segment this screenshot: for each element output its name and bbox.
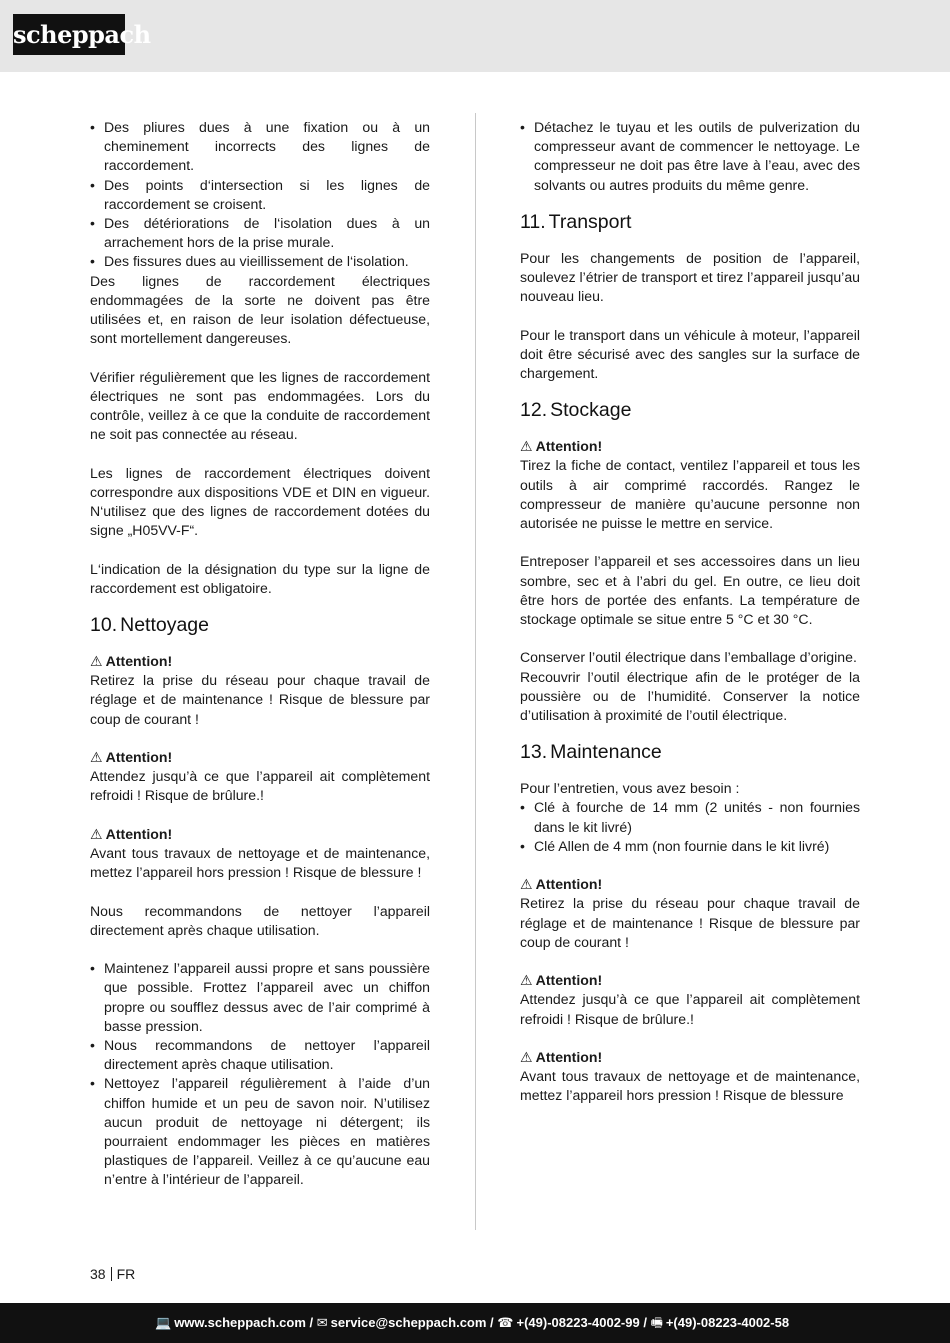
footer-contacts: 💻 www.scheppach.com / ✉ service@scheppach.com / ☎ +(49)-08223-4002-99 / 🖷 +(49)-08223-4002-58 — [155, 1315, 790, 1330]
paragraph: Les lignes de raccordement électriques doivent correspondre aux dispositions VDE et DIN en vigueur. N‘utilisez que des lignes de raccordement dotées du signe „H05VV-F“. — [90, 464, 430, 539]
header-bar — [0, 0, 950, 72]
paragraph: Entreposer l’appareil et ses accessoires dans un lieu sombre, sec et à l’abri du gel. En outre, ce lieu doit être hors de portée des enfants. La température de stockage optimale se situe entre 5 °C et 30 °C. — [520, 553, 860, 628]
paragraph: L‘indication de la désignation du type sur la ligne de raccordement est obligatoire. — [90, 560, 430, 596]
section-heading-transport: 11. Transport — [520, 210, 632, 233]
list-item: • Clé Allen de 4 mm (non fournie dans le kit livré) — [520, 837, 830, 854]
page-number: 38 FR — [90, 1266, 136, 1282]
phone-icon: ☎ — [497, 1315, 514, 1330]
attention-label: ⚠ Attention! — [520, 876, 603, 893]
warning-icon: ⚠ — [520, 876, 533, 893]
list-item: • Clé à fourche de 14 mm (2 unités - non fournies dans le kit livré) — [520, 799, 860, 835]
attention-label: ⚠ Attention! — [520, 972, 603, 989]
brand-logo: scheppach — [13, 14, 125, 55]
left-column — [90, 118, 430, 1190]
list-item: • Détachez le tuyau et les outils de pulverization du compresseur avant de commencer le nettoyage. Le compresseur ne doit pas être lave à l’eau, avec des solvants ou autres produits du même genre. — [520, 119, 860, 193]
email-link[interactable]: service@scheppach.com — [330, 1315, 487, 1330]
list-item: • Des pliures dues à une fixation ou à un cheminement incorrects des lignes de raccordement. — [90, 119, 430, 174]
list-item: • Des points d‘intersection si les lignes de raccordement se croisent. — [90, 176, 430, 212]
list-item: • Nous recommandons de nettoyer l’appareil directement après chaque utilisation. — [90, 1037, 430, 1073]
mail-icon: ✉ — [316, 1315, 328, 1330]
list-item: • Maintenez l’appareil aussi propre et sans poussière que possible. Frottez l’appareil avec un chiffon propre ou soufflez dessus avec de l’air comprimé à basse pression. — [90, 960, 430, 1034]
paragraph: Vérifier régulièrement que les lignes de raccordement électriques ne sont pas endommagées. Lors du contrôle, veillez à ce que la conduite de raccordement ne soit pas connectée au réseau. — [90, 368, 430, 443]
paragraph: Pour le transport dans un véhicule à moteur, l’appareil doit être sécurisé avec des sangles sur la surface de chargement. — [520, 326, 860, 382]
warning-icon: ⚠ — [520, 1049, 533, 1066]
attention-label: ⚠ Attention! — [90, 749, 173, 766]
paragraph: Des lignes de raccordement électriques endommagées de la sorte ne doivent pas être utilisées et, en raison de leur isolation défectueuse, sont mortellement dangereuses. — [90, 272, 430, 347]
fax-icon: 🖷 — [650, 1315, 663, 1330]
paragraph: Pour l’entretien, vous avez besoin : — [520, 780, 740, 797]
warning-text: Retirez la prise du réseau pour chaque travail de réglage et de maintenance ! Risque de blessure par coup de courant ! — [90, 672, 430, 727]
list-item: • Nettoyez l’appareil régulièrement à l’aide d’un chiffon humide et un peu de savon noir. N’utilisez aucun produit de nettoyage ni détergent; ils pourraient endommager les pièces en matières plastiques de l’appareil. Veillez à ce qu’aucune eau n’entre à l’intérieur de l’appareil. — [90, 1075, 430, 1188]
warning-text: Avant tous travaux de nettoyage et de maintenance, mettez l’appareil hors pression ! Risque de blessure — [520, 1068, 860, 1104]
warning-text: Attendez jusqu’à ce que l’appareil ait complètement refroidi ! Risque de brûlure.! — [520, 991, 860, 1027]
warning-icon: ⚠ — [90, 653, 103, 670]
paragraph: Recouvrir l’outil électrique afin de le protéger de la poussière ou de l’humidité. Conserver la notice d’utilisation à proximité de l’outil électrique. — [520, 668, 860, 724]
warning-icon: ⚠ — [90, 749, 103, 766]
paragraph: Conserver l’outil électrique dans l’emballage d’origine. — [520, 649, 857, 666]
column-divider — [475, 113, 476, 1230]
attention-label: ⚠ Attention! — [520, 438, 603, 455]
warning-icon: ⚠ — [90, 825, 103, 842]
warning-text: Retirez la prise du réseau pour chaque travail de réglage et de maintenance ! Risque de blessure par coup de courant ! — [520, 895, 860, 950]
warning-icon: ⚠ — [520, 438, 533, 455]
paragraph: Nous recommandons de nettoyer l’appareil directement après chaque utilisation. — [90, 902, 430, 938]
warning-text: Attendez jusqu’à ce que l’appareil ait complètement refroidi ! Risque de brûlure.! — [90, 768, 430, 804]
tools-list — [520, 798, 860, 856]
right-column — [520, 118, 860, 1106]
fax-number: +(49)-08223-4002-58 — [665, 1315, 790, 1330]
website-link[interactable]: www.scheppach.com — [174, 1315, 306, 1330]
attention-label: ⚠ Attention! — [520, 1049, 603, 1066]
section-heading-nettoyage: 10. Nettoyage — [90, 614, 210, 637]
section-heading-stockage: 12. Stockage — [520, 399, 632, 422]
footer-bar — [0, 1303, 950, 1343]
paragraph: Pour les changements de position de l’appareil, soulevez l’étrier de transport et tirez l’appareil jusqu’au nouveau lieu. — [520, 249, 860, 305]
warning-text: Avant tous travaux de nettoyage et de maintenance, mettez l’appareil hors pression ! Risque de blessure ! — [90, 845, 430, 881]
computer-icon: 💻 — [155, 1315, 172, 1330]
list-item: • Des fissures dues au vieillissement de l‘isolation. — [90, 253, 409, 270]
cleaning-list — [90, 959, 430, 1189]
warning-icon: ⚠ — [520, 972, 533, 989]
attention-label: ⚠ Attention! — [90, 653, 173, 670]
section-heading-maintenance: 13. Maintenance — [520, 741, 662, 764]
attention-label: ⚠ Attention! — [90, 825, 173, 842]
cleaning-list-continued — [520, 118, 860, 195]
warning-text: Tirez la fiche de contact, ventilez l’appareil et tous les outils à air comprimé raccordés. Rangez le compresseur de manière qu’aucune personne non autorisée ne puisse le mettre en service. — [520, 457, 860, 532]
list-item: • Des détériorations de l‘isolation dues à un arrachement hors de la prise murale. — [90, 215, 430, 251]
phone-number: +(49)-08223-4002-99 — [516, 1315, 640, 1330]
cable-damage-list — [90, 118, 430, 272]
